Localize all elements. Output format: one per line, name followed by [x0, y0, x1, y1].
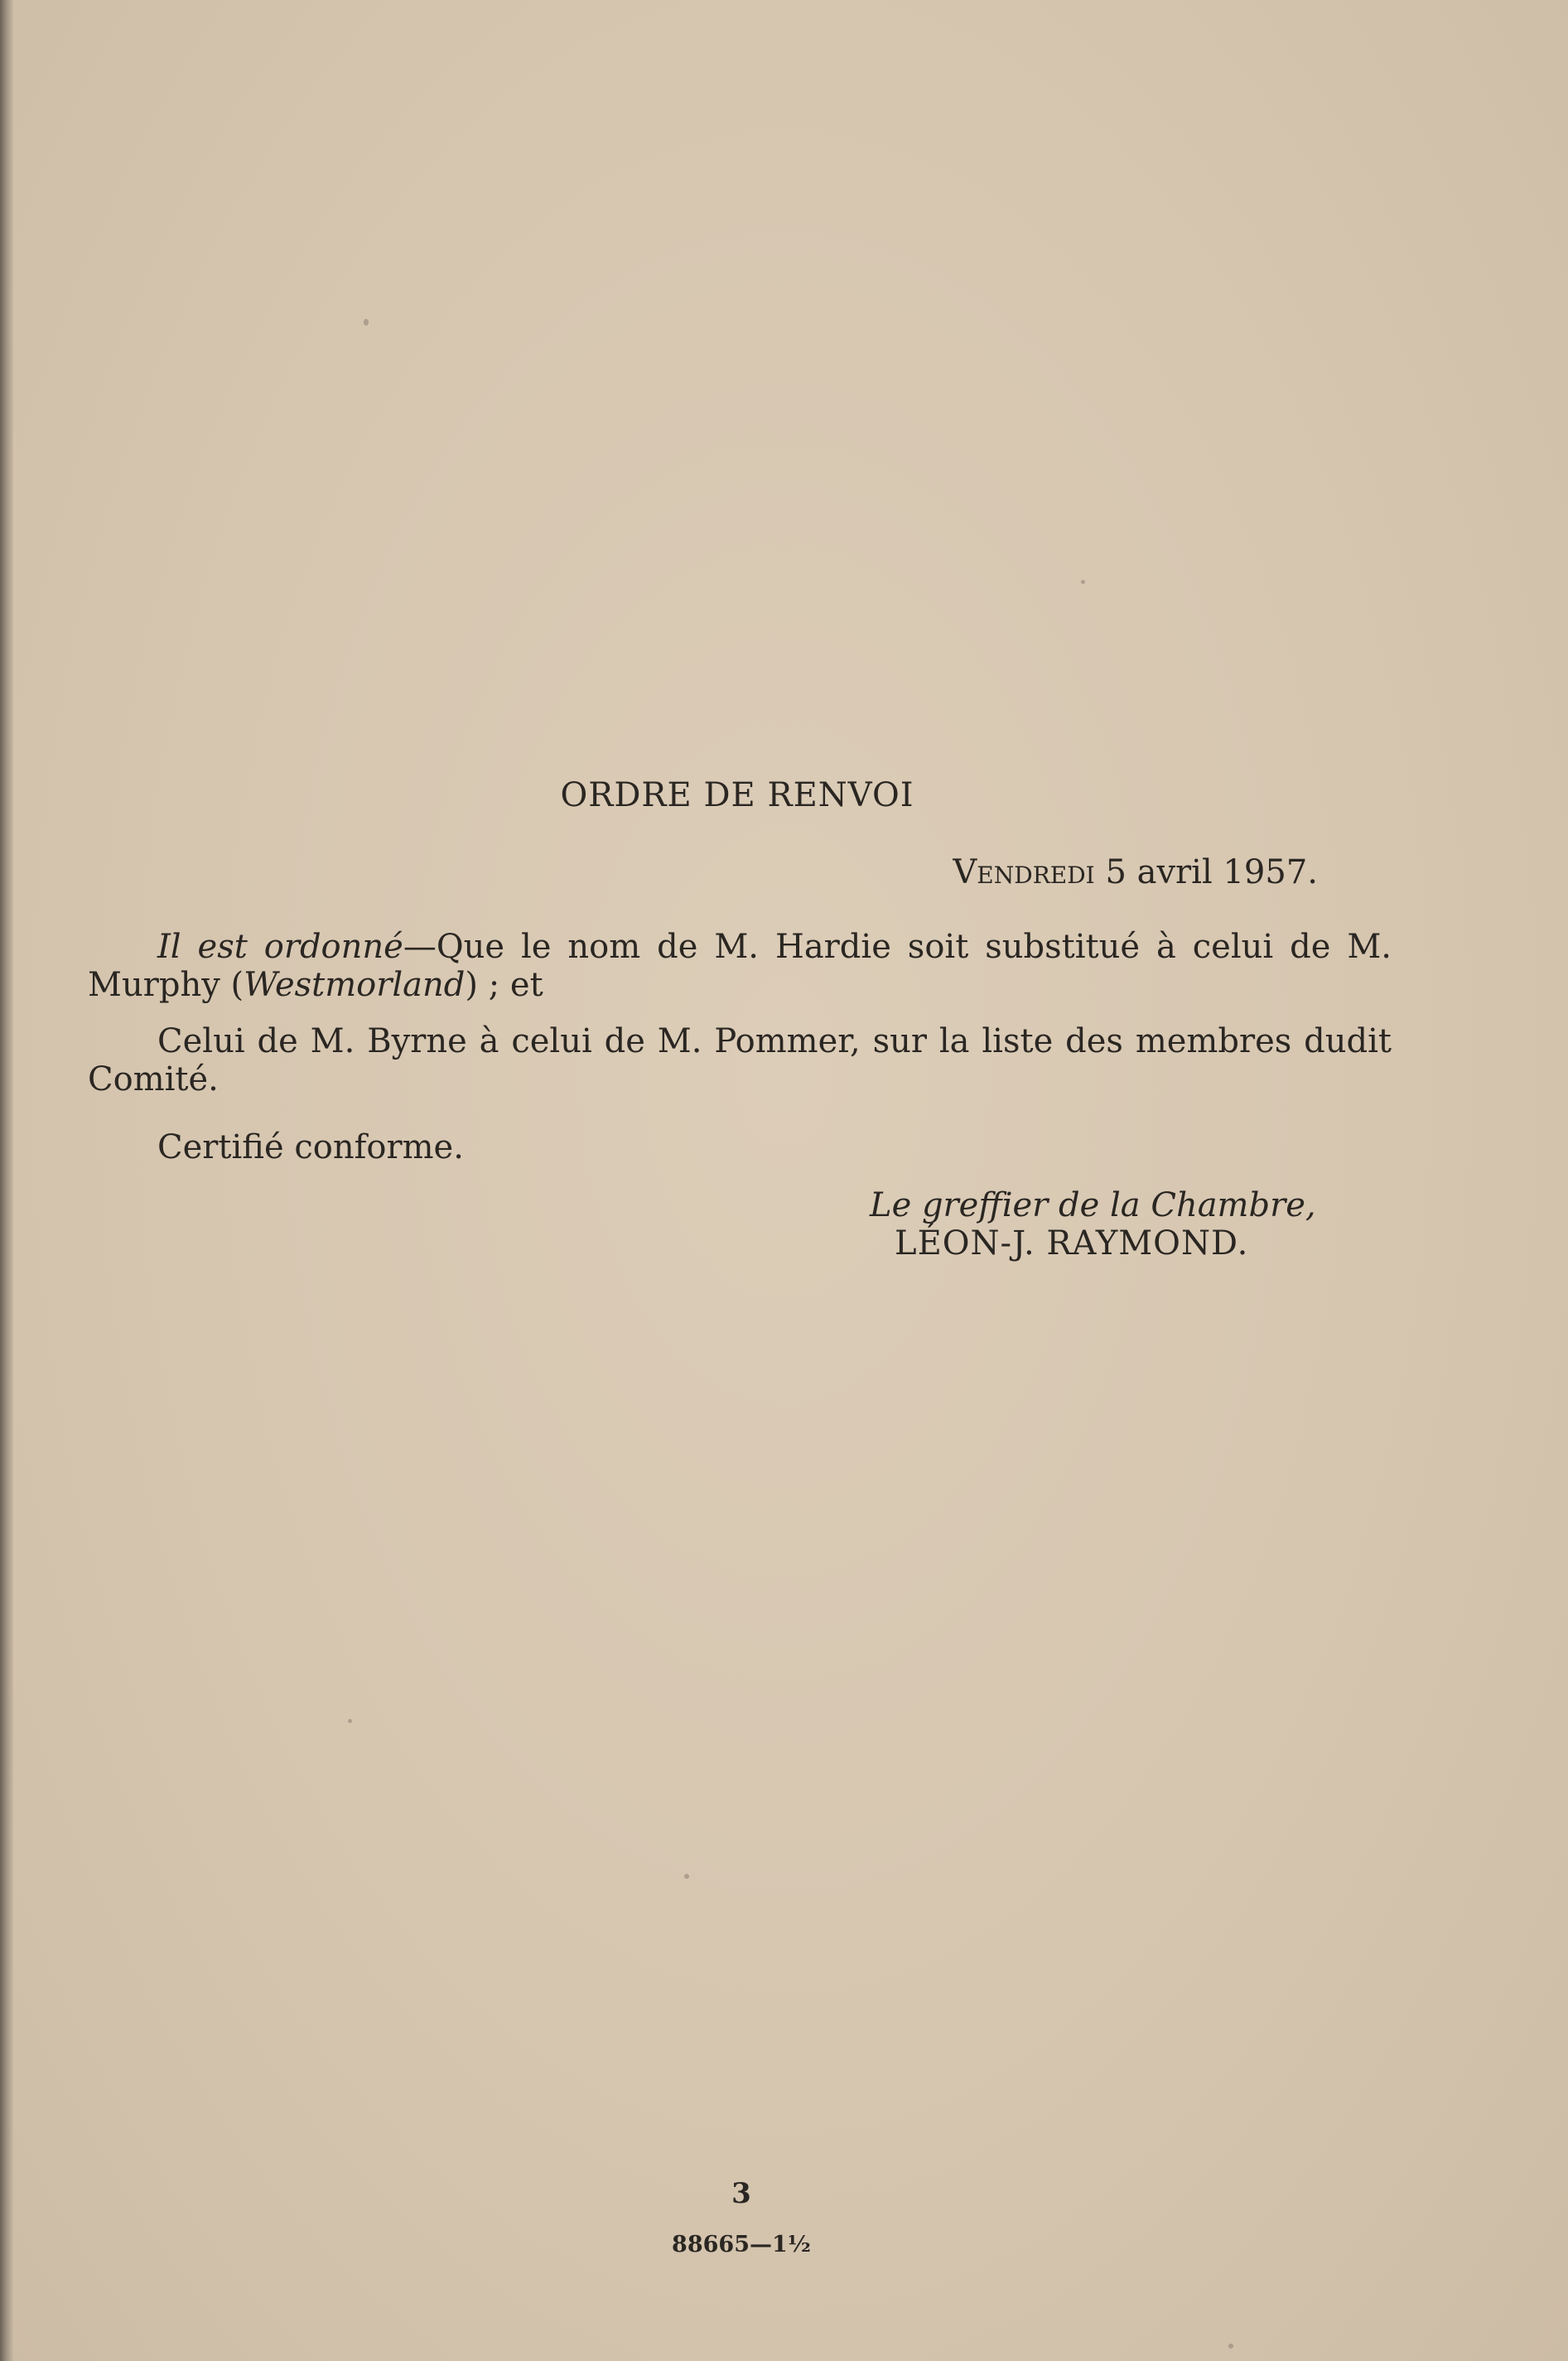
- paper-speck: [1228, 2344, 1233, 2349]
- riding-name: Westmorland: [244, 966, 466, 1004]
- substitution-paragraph: Celui de M. Byrne à celui de M. Pommer, sur la liste des membres dudit Comité.: [88, 1022, 1392, 1098]
- signature-title: Le greffier de la Chambre,: [870, 1186, 1316, 1224]
- certification-line: Certifié conforme.: [157, 1128, 464, 1166]
- document-heading: ORDRE DE RENVOI: [560, 776, 914, 814]
- signature-name: LÉON-J. RAYMOND.: [895, 1224, 1249, 1263]
- order-text-a: —Que le nom de M. Hardie soit substitué à celui de M. Murphy (: [88, 928, 1392, 1004]
- paper-speck: [1081, 580, 1085, 584]
- order-text-b: ) ; et: [465, 966, 543, 1004]
- page-number: 3: [731, 2177, 751, 2210]
- print-code: 88665—1½: [672, 2232, 811, 2257]
- date-rest: 5 avril 1957.: [1094, 853, 1318, 891]
- paper-speck: [364, 319, 369, 326]
- date-line: [953, 853, 1318, 891]
- date-day: Vendredi: [953, 853, 1095, 891]
- paper-speck: [348, 1719, 352, 1723]
- paper-speck: [684, 1874, 689, 1879]
- order-lead: Il est ordonné: [157, 928, 403, 966]
- signature-block: [870, 1186, 1316, 1263]
- order-paragraph: [88, 928, 1392, 1004]
- binding-edge: [0, 0, 13, 2361]
